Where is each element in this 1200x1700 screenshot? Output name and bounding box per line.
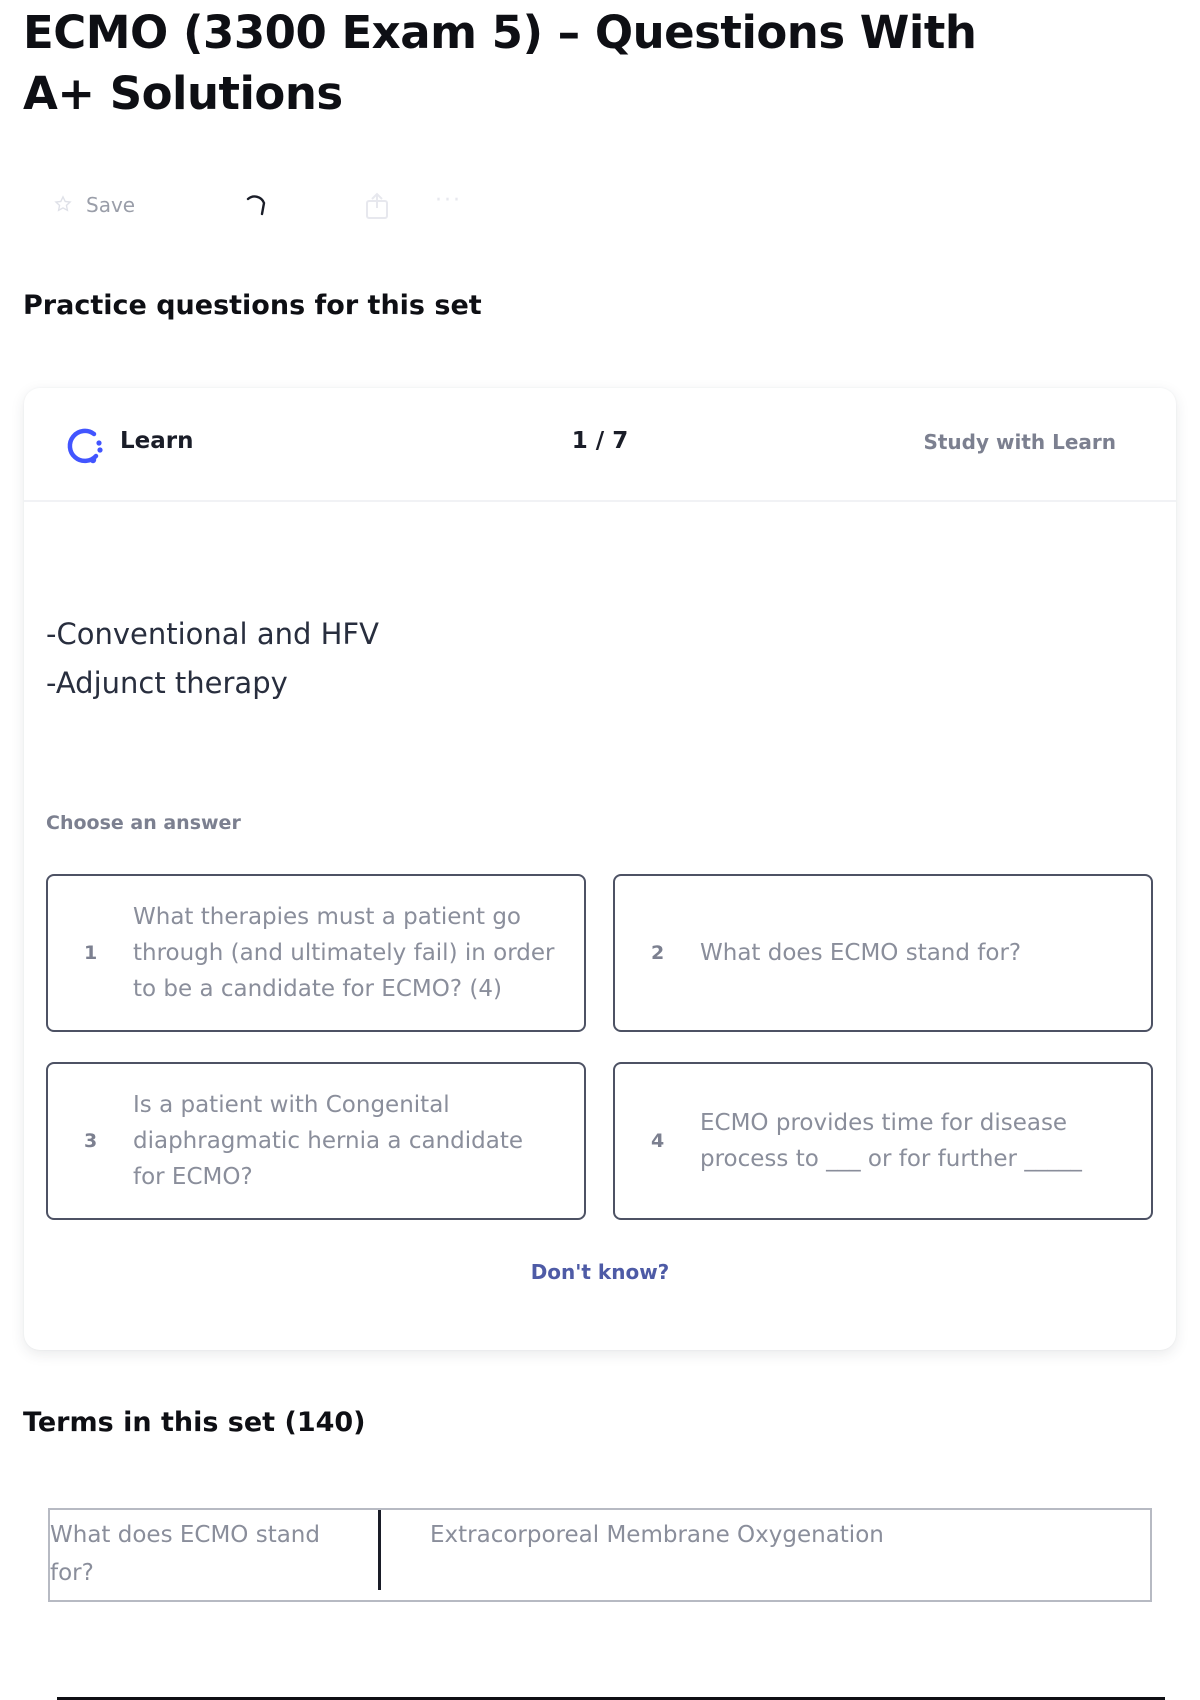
answer-option-1[interactable] [46,874,586,1032]
term-row [48,1508,1152,1602]
star-icon[interactable] [54,195,72,213]
term-divider [378,1510,381,1590]
terms-heading: Terms in this set (140) [23,1407,366,1438]
loading-spinner-icon [242,192,270,220]
option-number: 4 [651,1130,665,1152]
option-number: 2 [651,942,665,964]
set-toolbar [50,188,510,224]
question-prompt [46,610,379,708]
option-text: ECMO provides time for disease process to ___ or for further _____ [700,1110,1082,1172]
answer-option-2[interactable] [613,874,1153,1032]
learn-card [24,388,1176,1350]
choose-answer-label: Choose an answer [46,812,241,834]
share-icon[interactable] [364,192,390,220]
learn-card-header [24,388,1176,502]
practice-heading: Practice questions for this set [23,290,482,321]
prompt-line: -Conventional and HFV [46,617,379,651]
prompt-line: -Adjunct therapy [46,666,288,700]
option-text: What therapies must a patient go through (and ultimately fail) in order to be a candidate for ECMO? (4) [133,904,555,1002]
more-options-icon[interactable]: ··· [435,188,462,213]
question-progress: 1 / 7 [571,428,629,454]
definition-cell: Extracorporeal Membrane Oxygenation [430,1522,884,1548]
answer-option-3[interactable] [46,1062,586,1220]
dont-know-button[interactable]: Don't know? [530,1260,670,1284]
save-button[interactable]: Save [86,193,136,217]
answer-option-4[interactable] [613,1062,1153,1220]
option-text: Is a patient with Congenital diaphragmatic hernia a candidate for ECMO? [133,1092,524,1190]
option-number: 3 [84,1130,98,1152]
option-text: What does ECMO stand for? [700,940,1022,966]
option-number: 1 [84,942,98,964]
page-title: ECMO (3300 Exam 5) – Questions With A+ Solutions [23,6,977,120]
study-with-learn-link[interactable]: Study with Learn [923,430,1116,454]
term-cell: What does ECMO stand for? [50,1522,320,1586]
learn-mode-label: Learn [120,428,194,454]
